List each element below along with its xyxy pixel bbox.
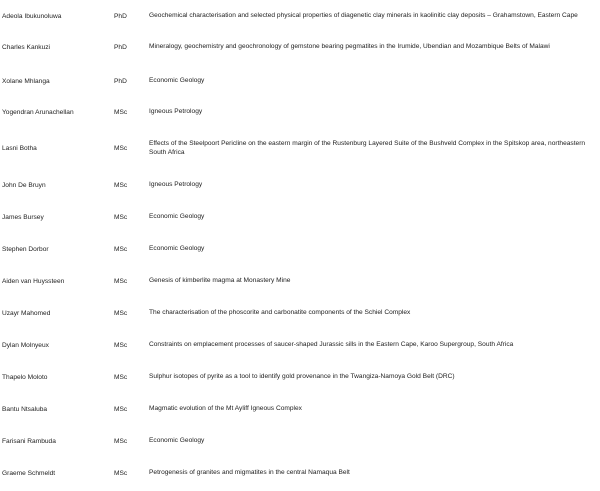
table-row [0, 372, 600, 382]
student-name: John De Bruyn [2, 181, 46, 189]
student-name: Dylan Molnyeux [2, 341, 49, 349]
table-row [0, 138, 600, 158]
student-name: James Bursey [2, 213, 44, 221]
research-topic: Igneous Petrology [149, 181, 203, 189]
table-row [0, 212, 600, 222]
research-topic: Magmatic evolution of the Mt Ayliff Igneous Complex [149, 405, 302, 413]
research-topic: Sulphur isotopes of pyrite as a tool to identify gold provenance in the Twangiza-Namoya Gold Belt (DRC) [149, 373, 455, 381]
student-name: Aiden van Huyssteen [2, 277, 65, 285]
degree: MSc [114, 144, 128, 152]
degree: MSc [114, 181, 128, 189]
degree: PhD [114, 77, 127, 85]
table-row [0, 244, 600, 254]
student-name: Stephen Dorbor [2, 245, 49, 253]
research-topic: Mineralogy, geochemistry and geochronology of gemstone bearing pegmatites in the Irumide, Ubendian and Mozambique Belts of Malawi [149, 43, 550, 51]
student-name: Charles Kankuzi [2, 43, 51, 51]
degree: PhD [114, 43, 127, 51]
student-name: Xolane Mhlanga [2, 77, 50, 85]
table-row [0, 107, 600, 117]
table-row [0, 340, 600, 350]
table-row [0, 6, 600, 26]
degree: MSc [114, 277, 128, 285]
research-topic: Petrogenesis of granites and migmatites in the central Namaqua Belt [149, 469, 350, 477]
table-row [0, 276, 600, 286]
table-row [0, 37, 600, 57]
degree: MSc [114, 405, 128, 413]
degree: MSc [114, 341, 128, 349]
research-topic: Geochemical characterisation and selected physical properties of diagenetic clay minerals in kaolinitic clay deposits – Grahamstown, Eastern Cape [149, 12, 578, 20]
research-topic: Economic Geology [149, 77, 205, 85]
table-row [0, 404, 600, 414]
degree: PhD [114, 12, 127, 20]
research-topic: Economic Geology [149, 213, 205, 221]
research-topic: Igneous Petrology [149, 108, 203, 116]
degree: MSc [114, 245, 128, 253]
degree: MSc [114, 437, 128, 445]
degree: MSc [114, 309, 128, 317]
degree: MSc [114, 108, 128, 116]
research-topic: Economic Geology [149, 245, 205, 253]
table-row [0, 76, 600, 86]
research-topic: Economic Geology [149, 437, 205, 445]
research-topic: Constraints on emplacement processes of saucer-shaped Jurassic sills in the Eastern Cape, Karoo Supergroup, South Africa [149, 341, 514, 349]
student-name: Bantu Ntsaluba [2, 405, 48, 413]
degree: MSc [114, 373, 128, 381]
student-name: Thapelo Moloto [2, 373, 48, 381]
research-topic: The characterisation of the phoscorite and carbonatite components of the Schiel Complex [149, 309, 411, 317]
table-row [0, 308, 600, 318]
student-name: Lasni Botha [2, 144, 37, 152]
table-row [0, 436, 600, 446]
student-name: Graeme Schmeldt [2, 469, 56, 477]
table-row [0, 180, 600, 190]
student-name: Uzayr Mahomed [2, 309, 51, 317]
student-name: Yogendran Arunachellan [2, 108, 74, 116]
research-topic: Genesis of kimberlite magma at Monastery Mine [149, 277, 291, 285]
table-row [0, 468, 600, 478]
student-name: Adeola Ibukunoluwa [2, 12, 62, 20]
research-topic: Effects of the Steelpoort Pericline on the eastern margin of the Rustenburg Layered Suite of the Bushveld Complex in the Spitskop area, northeastern South Africa [149, 139, 586, 156]
degree: MSc [114, 213, 128, 221]
degree: MSc [114, 469, 128, 477]
student-name: Farisani Rambuda [2, 437, 56, 445]
